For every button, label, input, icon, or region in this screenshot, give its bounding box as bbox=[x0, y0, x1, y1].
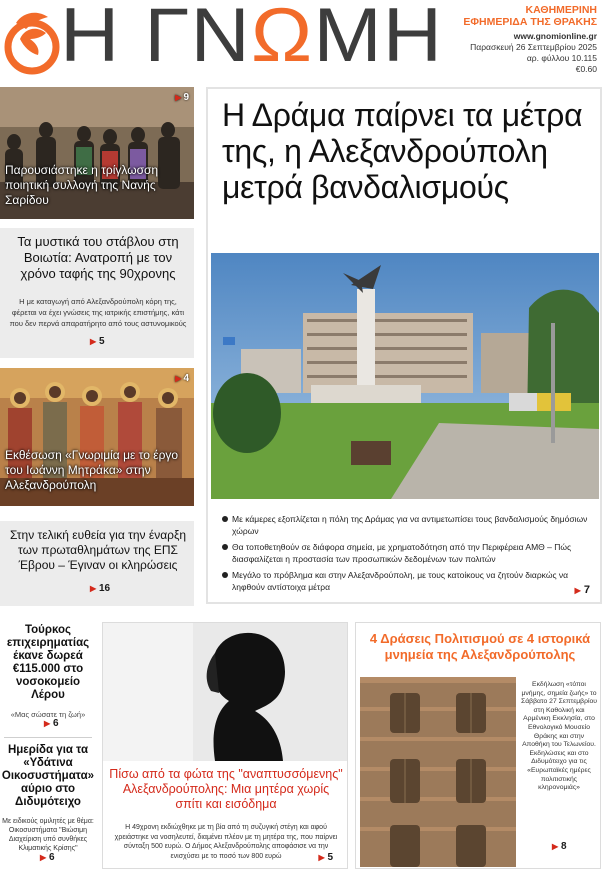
mother-photo bbox=[103, 623, 348, 761]
main-photo bbox=[211, 253, 599, 499]
page-ref: ▶ 6 bbox=[40, 852, 55, 863]
exhibition-caption: Εκθέσωση «Γνωριμία με το έργο του Ιωάννη Μητράκα» στην Αλεξανδρούπολη bbox=[5, 448, 179, 492]
monument-photo bbox=[211, 253, 599, 499]
page-pointer-icon: ▶ bbox=[40, 853, 47, 862]
page-pointer-icon: ▶ bbox=[175, 374, 182, 383]
page-ref: ▶ 5 bbox=[318, 852, 333, 863]
mother-summary: Η 49χρονη εκδιώχθηκε με τη βία από τη συζυγική στέγη και αφού χρειάστηκε να νοσηλευτεί, διαμένει πλέον με τη μητέρα της, που παίρνει σύνταξη 500 ευρώ. Ο Δήμος Αλεξανδρούπολης αποφάσισε να την ενισχύσει με το ποσό των 800 ευρώ bbox=[114, 824, 338, 860]
mother-story[interactable] bbox=[102, 622, 348, 869]
stable-summary: Η με καταγωγή από Αλεξανδρούπολη κόρη της, φέρεται να έχει γνώσεις της ιατρικής επιστήμης, κάτι που δεν περνά απαρατήρητο από τους αστυνομικούς bbox=[9, 297, 187, 328]
water-summary: Με ειδικούς ομιλητές με θέμα: Οικοσυστήματα "Βιώσιμη Διαχείριση υπό συνθήκες Κλιματικής Κρίσης" bbox=[2, 818, 94, 852]
issue-date: Παρασκευή 26 Σεπτεμβρίου 2025 bbox=[470, 42, 597, 52]
stable-headline: Τα μυστικά του στάβλου στη Βοιωτία: Ανατροπή με τον χρόνο ταφής της 90χρονης bbox=[17, 234, 179, 281]
masthead bbox=[0, 0, 603, 80]
main-bullet: Μεγάλο το πρόβλημα και στην Αλεξανδρούπολη, με τους κατοίκους να ζητούν διαρκώς να ληφθούν αντίστοιχα μέτρα bbox=[222, 569, 592, 593]
tagline: ΚΑΘΗΜΕΡΙΝΗ ΕΦΗΜΕΡΙΔΑ ΤΗΣ ΘΡΑΚΗΣ bbox=[463, 4, 597, 28]
water-ecosystems-story[interactable] bbox=[0, 742, 96, 869]
poetry-teaser[interactable] bbox=[0, 87, 194, 219]
culture-summary: Εκδήλωση «τόποι μνήμης, σημεία ζωής» το Σάββατο 27 Σεπτεμβρίου στη Καθολική και Αρμένικη Εκκλησία, στο Εθνολογικό Μουσείο Θράκης και στην Αποθήκη του Τελωνείου. Εκδηλώσεις και στο Διδυμότειχο για τις «Ευρωπαϊκές ημέρες πολιτιστικής κληρονομιάς» bbox=[521, 681, 597, 792]
issue-meta bbox=[427, 31, 597, 75]
mother-headline: Πίσω από τα φώτα της "αναπτυσσόμενης" Αλεξανδρούπολης: Μια μητέρα χωρίς σπίτι και εισόδημα bbox=[109, 767, 343, 811]
turk-headline: Τούρκος επιχειρηματίας έκανε δωρεά €115.000 στο νοσοκομείο Λέρου bbox=[6, 624, 90, 701]
ebros-headline: Στην τελική ευθεία για την έναρξη των πρωταθλημάτων της ΕΠΣ Έβρου – Έγιναν οι κληρώσεις bbox=[9, 528, 187, 572]
culture-story[interactable] bbox=[355, 622, 601, 869]
main-story[interactable] bbox=[206, 87, 602, 604]
culture-photo bbox=[360, 677, 516, 867]
page-pointer-icon: ▶ bbox=[574, 586, 581, 595]
silhouette-photo bbox=[103, 623, 348, 761]
page-ref: ▶ 6 bbox=[44, 718, 59, 729]
main-bullet: Θα τοποθετηθούν σε διάφορα σημεία, με χρηματοδότηση από την Περιφέρεια ΑΜΘ – Πώς διασφαλίζεται η προστασία των προσωπικών δεδομένων των πολιτών bbox=[222, 541, 592, 565]
exhibition-teaser[interactable] bbox=[0, 368, 194, 506]
old-building-photo bbox=[360, 677, 516, 867]
page-ref: ▶ 9 bbox=[175, 92, 189, 103]
poetry-caption: Παρουσιάστηκε η τρίγλωσση ποιητική συλλογή της Νανής Σαρίδου bbox=[5, 163, 159, 207]
ebros-story-card[interactable] bbox=[0, 521, 194, 606]
page-pointer-icon: ▶ bbox=[175, 93, 182, 102]
water-headline: Ημερίδα για τα «Υδάτινα Οικοσυστήματα» αύριο στο Διδυμότειχο bbox=[1, 744, 95, 808]
main-bullet: Με κάμερες εξοπλίζεται η πόλη της Δράμας για να αντιμετωπίσει τους βανδαλισμούς δημόσιων χώρων bbox=[222, 513, 592, 537]
turk-quote: «Μας σώσατε τη ζωή» bbox=[10, 710, 86, 719]
main-bullet-list bbox=[222, 513, 592, 597]
culture-headline: 4 Δράσεις Πολιτισμού σε 4 ιστορικά μνημεία της Αλεξανδρούπολης bbox=[369, 631, 591, 662]
stable-story-card[interactable] bbox=[0, 228, 194, 358]
website-link[interactable]: www.gnomionline.gr bbox=[513, 31, 597, 41]
page-ref: ▶ 16 bbox=[90, 583, 111, 594]
page-ref: ▶ 7 bbox=[574, 584, 590, 596]
page-ref: ▶ 5 bbox=[90, 336, 105, 347]
page-ref: ▶ 4 bbox=[175, 373, 189, 384]
page-pointer-icon: ▶ bbox=[90, 584, 97, 593]
main-headline: Η Δράμα παίρνει τα μέτρα της, η Αλεξανδρούπολη μετρά βανδαλισμούς bbox=[222, 97, 583, 205]
newspaper-title: Η ΓΝΩΜΗ bbox=[60, 0, 444, 78]
dove-icon bbox=[2, 3, 62, 75]
page-pointer-icon: ▶ bbox=[552, 842, 559, 851]
page-ref: ▶ 8 bbox=[552, 841, 567, 852]
page-pointer-icon: ▶ bbox=[44, 719, 51, 728]
divider bbox=[4, 737, 92, 738]
page-pointer-icon: ▶ bbox=[90, 337, 97, 346]
page-pointer-icon: ▶ bbox=[318, 853, 325, 862]
price: €0.60 bbox=[575, 64, 597, 74]
turk-donation-story[interactable] bbox=[0, 622, 96, 734]
issue-number: αρ. φύλλου 10.115 bbox=[526, 53, 597, 63]
